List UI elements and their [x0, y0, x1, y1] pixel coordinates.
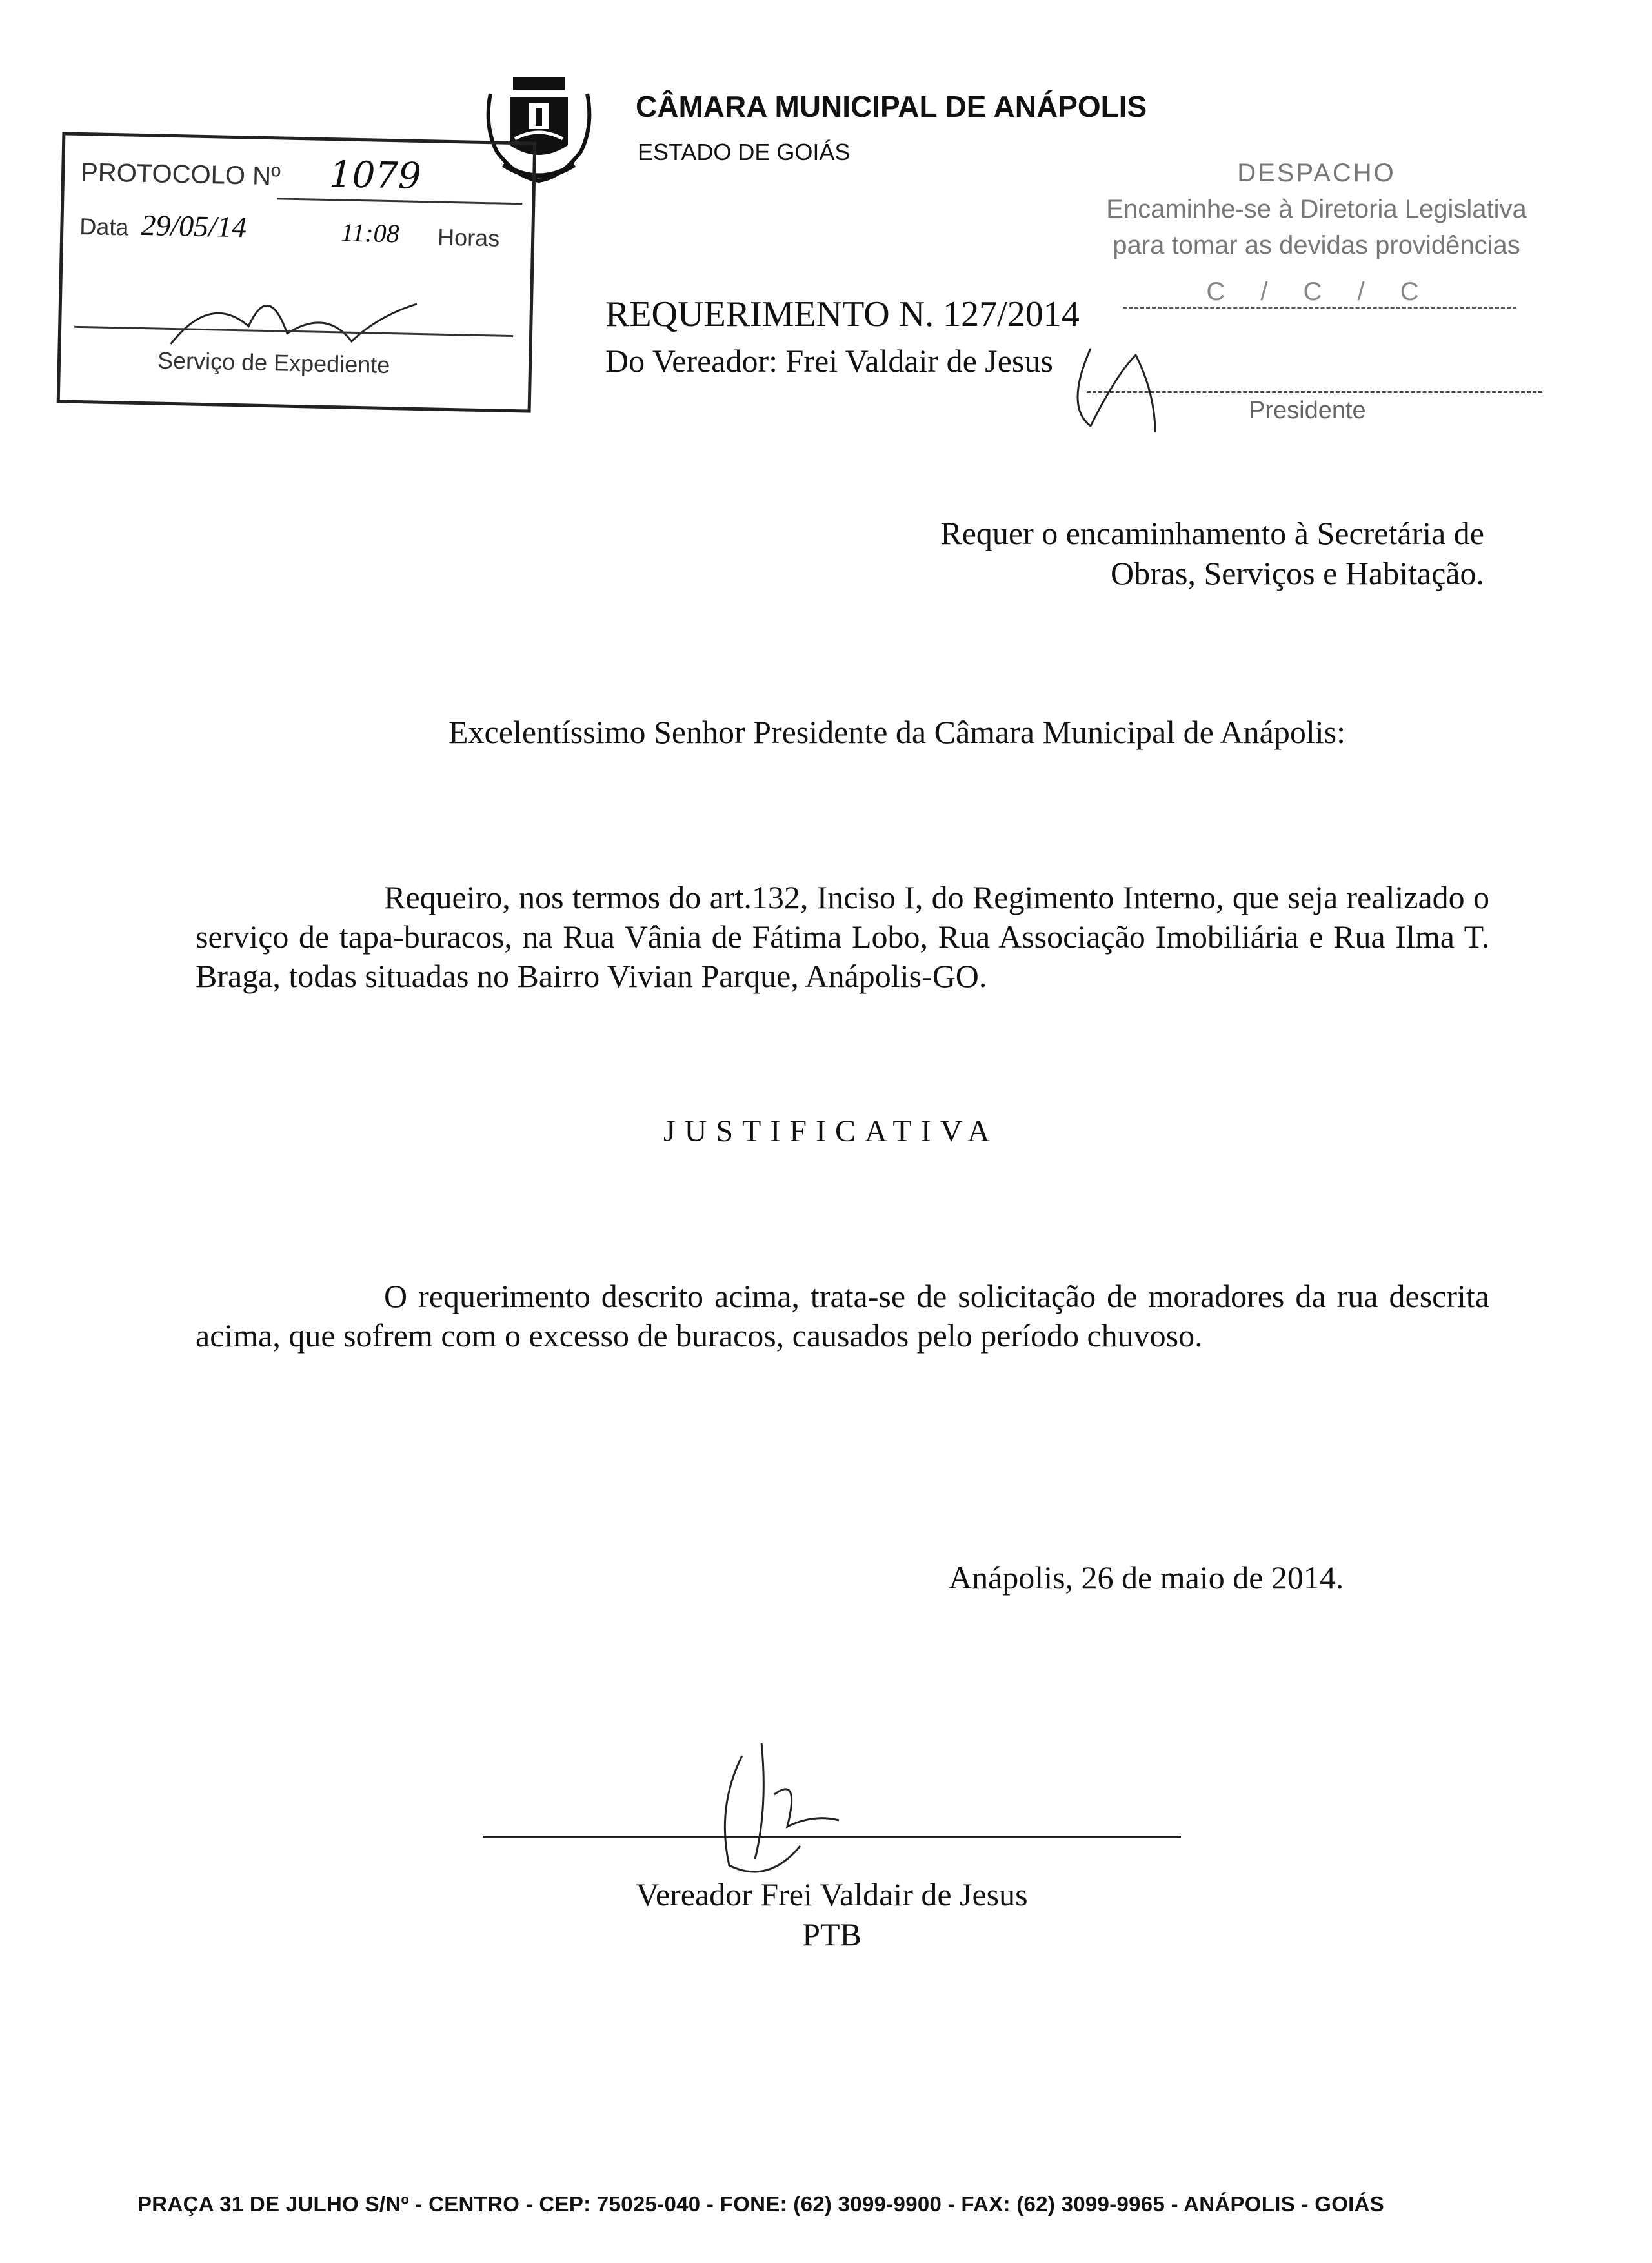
- vocative: Excelentíssimo Senhor Presidente da Câmara Municipal de Anápolis:: [448, 714, 1345, 750]
- despacho-date-field: C / C / C: [1123, 278, 1516, 309]
- footer-address: PRAÇA 31 DE JULHO S/Nº - CENTRO - CEP: 75025-040 - FONE: (62) 3099-9900 - FAX: (62) 3099-9965 - ANÁPOLIS - GOIÁS: [137, 2192, 1385, 2216]
- despacho-line1: Encaminhe-se à Diretoria Legislativa: [1106, 195, 1527, 223]
- president-label: Presidente: [1249, 397, 1366, 424]
- request-paragraph: Requeiro, nos termos do art.132, Inciso I, do Regimento Interno, que seja realizado o serviço de tapa-buracos, na Rua Vânia de Fátima Lobo, Rua Associação Imobiliária e Rua Ilma T. Braga, todas situadas no Bairro Vivian Parque, Anápolis-GO.: [196, 879, 1489, 994]
- ementa-line: Obras, Serviços e Habitação.: [1111, 555, 1484, 591]
- justification-paragraph: O requerimento descrito acima, trata-se de solicitação de moradores da rua descrita acima, que sofrem com o excesso de buracos, causados pelo período chuvoso.: [196, 1278, 1489, 1354]
- despacho-line2: para tomar as devidas providências: [1113, 231, 1520, 259]
- protocol-time: 11:08: [340, 218, 400, 249]
- place-date: Anápolis, 26 de maio de 2014.: [949, 1559, 1344, 1596]
- ementa: [940, 513, 1484, 593]
- ementa-line: Requer o encaminhamento à Secretária de: [940, 515, 1484, 551]
- signature-line: [483, 1836, 1181, 1838]
- protocol-number: 1079: [328, 154, 422, 198]
- signer-name: Vereador Frei Valdair de Jesus: [636, 1876, 1028, 1913]
- date-label: Data: [79, 212, 129, 241]
- document-title: REQUERIMENTO N. 127/2014: [605, 294, 1080, 334]
- state-subtitle: ESTADO DE GOIÁS: [638, 139, 851, 165]
- stamp-footer: Serviço de Expediente: [157, 347, 390, 379]
- institution-title: CÂMARA MUNICIPAL DE ANÁPOLIS: [636, 90, 1147, 123]
- protocol-date: 29/05/14: [140, 208, 247, 244]
- document-author: Do Vereador: Frei Valdair de Jesus: [605, 343, 1053, 379]
- protocol-label: PROTOCOLO Nº: [80, 157, 281, 191]
- hours-label: Horas: [437, 223, 500, 252]
- despacho-title: DESPACHO: [1237, 159, 1396, 187]
- despacho-stamp: [1052, 155, 1581, 263]
- signer-party: PTB: [802, 1916, 861, 1953]
- justification-heading: JUSTIFICATIVA: [663, 1114, 999, 1148]
- president-signature: [1065, 336, 1194, 432]
- protocol-stamp: [57, 132, 537, 412]
